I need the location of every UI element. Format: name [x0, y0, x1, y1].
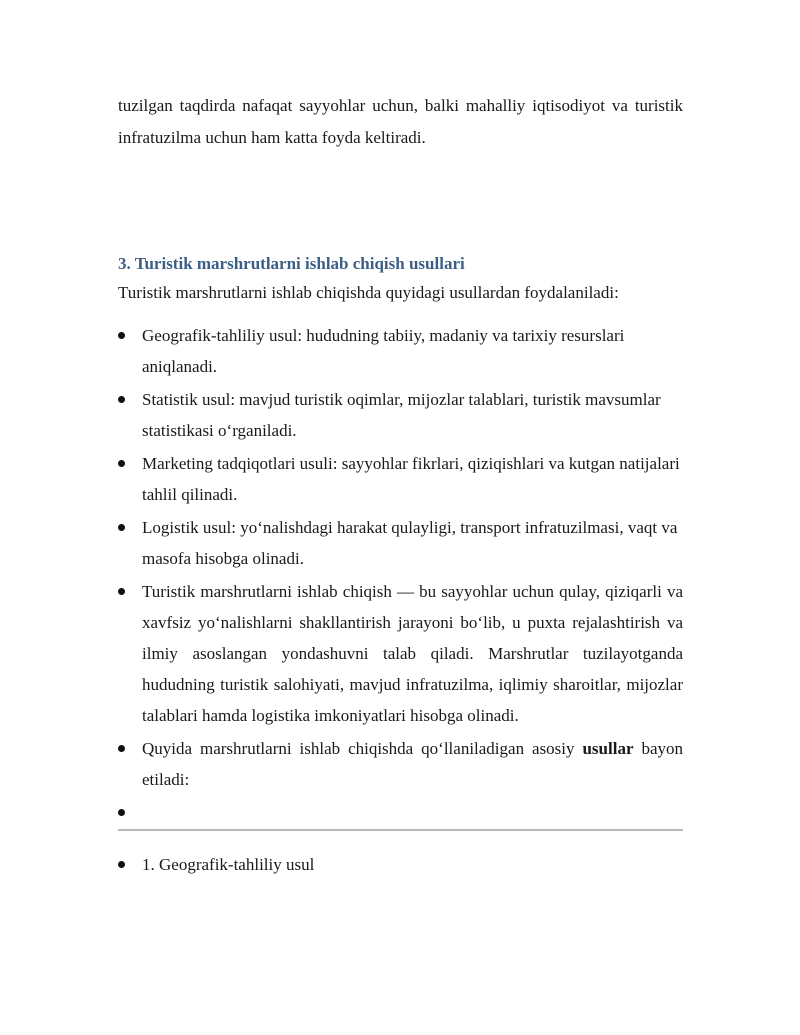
- list-item-text: [142, 733, 683, 795]
- list-item-text: Marketing tadqiqotlari usuli: sayyohlar fikrlari, qiziqishlari va kutgan natijalari tahlil qilinadi.: [142, 454, 680, 504]
- bullet-icon: [118, 332, 125, 339]
- subsection-list: [118, 849, 683, 880]
- bullet-icon: [118, 745, 125, 752]
- bullet-icon: [118, 396, 125, 403]
- list-item-text: 1. Geografik-tahliliy usul: [142, 855, 315, 874]
- intro-paragraph: tuzilgan taqdirda nafaqat sayyohlar uchun, balki mahalliy iqtisodiyot va turistik infratuzilma uchun ham katta foyda keltiradi.: [118, 96, 683, 147]
- list-item: [118, 576, 683, 731]
- bold-term: usullar: [582, 739, 634, 758]
- bullet-icon: [118, 524, 125, 531]
- list-item: [118, 448, 683, 510]
- section-heading: 3. Turistik marshrutlarni ishlab chiqish usullari: [118, 254, 465, 273]
- bullet-icon: [118, 588, 125, 595]
- list-item-text: Geografik-tahliliy usul: hududning tabiiy, madaniy va tarixiy resurslari aniqlanadi.: [142, 326, 625, 376]
- list-item-text: Turistik marshrutlarni ishlab chiqish — bu sayyohlar uchun qulay, qiziqarli va xavfsiz yo‘nalishlarni shakllantirish jarayoni bo‘lib, u puxta rejalashtirish va ilmiy asoslangan yondashuvni talab qiladi. Marshrutlar tuzilayotganda hududning turistik salohiyati, mavjud infratuzilma, iqlimiy sharoitlar, mijozlar talablari hamda logistika imkoniyatlari hisobga olinadi.: [142, 582, 683, 725]
- bullet-icon: [118, 861, 125, 868]
- horizontal-rule: [118, 829, 683, 831]
- list-item: [118, 849, 683, 880]
- lead-paragraph: Turistik marshrutlarni ishlab chiqishda quyidagi usullardan foydalaniladi:: [118, 283, 619, 302]
- bullet-icon: [118, 809, 125, 816]
- list-item-text: Statistik usul: mavjud turistik oqimlar, mijozlar talablari, turistik mavsumlar statistikasi o‘rganiladi.: [142, 390, 661, 440]
- list-item: [118, 320, 683, 382]
- methods-list: [118, 320, 683, 827]
- list-item: [118, 384, 683, 446]
- empty-list-item: [118, 797, 683, 827]
- text-segment: bayon etiladi:: [142, 739, 683, 789]
- list-item: [118, 512, 683, 574]
- list-item: [118, 733, 683, 795]
- text-segment: Quyida marshrutlarni ishlab chiqishda qo‘llaniladigan asosiy: [142, 739, 583, 758]
- document-page: [118, 90, 683, 882]
- list-item-text: Logistik usul: yo‘nalishdagi harakat qulayligi, transport infratuzilmasi, vaqt va masofa hisobga olinadi.: [142, 518, 678, 568]
- bullet-icon: [118, 460, 125, 467]
